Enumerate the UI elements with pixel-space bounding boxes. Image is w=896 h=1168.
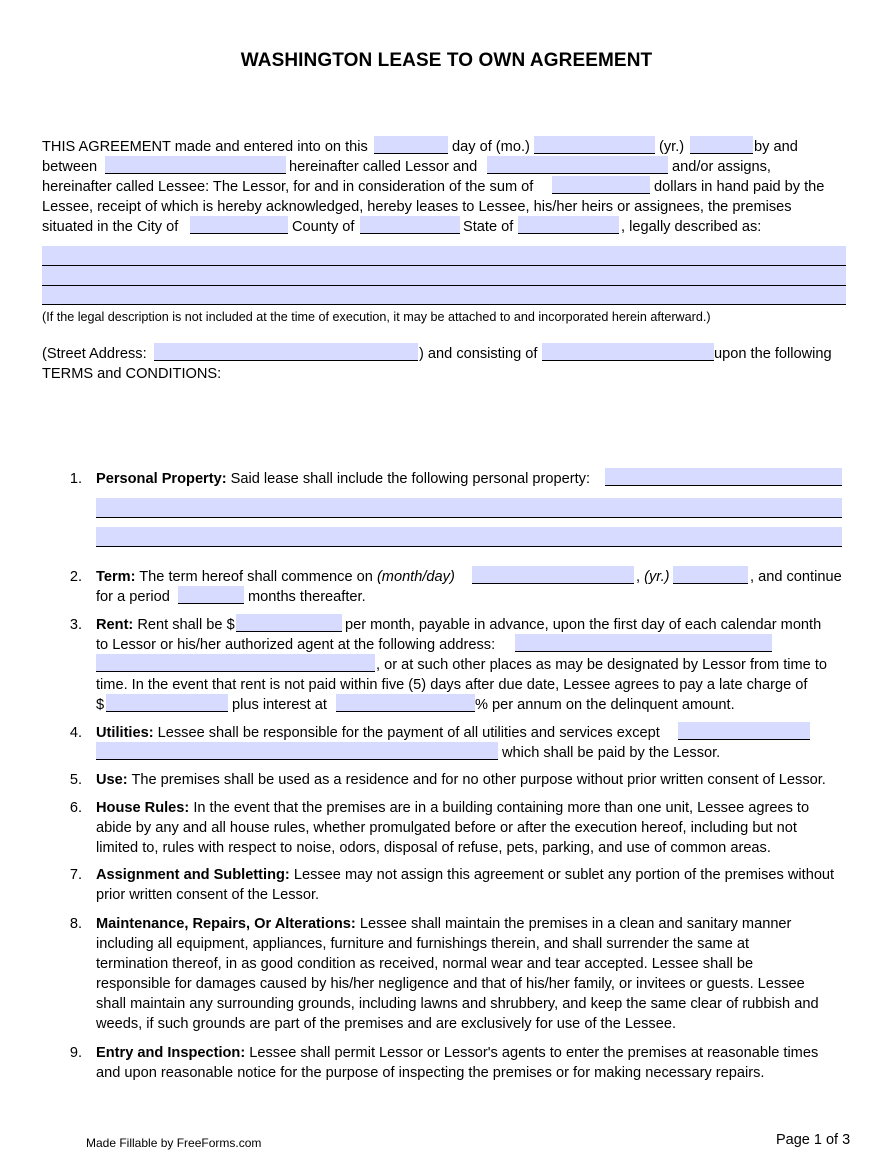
intro-text: (yr.) [659, 139, 685, 155]
intro-text: State of [463, 219, 514, 235]
utilities-except-field-1[interactable] [678, 722, 810, 740]
item-number: 2. [69, 569, 82, 585]
item-text: , [636, 569, 641, 585]
item-utilities [96, 723, 660, 743]
item-text: , or at such other places as may be designated by Lessor from time to [376, 657, 828, 673]
county-field[interactable] [360, 216, 460, 234]
item-number: 4. [69, 725, 82, 741]
late-charge-field[interactable] [106, 694, 228, 712]
item-text: time. In the event that rent is not paid within five (5) days after due date, Lessee agrees to pay a late charge of [96, 677, 808, 693]
item-number: 3. [69, 617, 82, 633]
item-heading: Personal Property: [96, 471, 227, 487]
utilities-except-field-2[interactable] [96, 742, 498, 760]
item-heading: Entry and Inspection: [96, 1045, 246, 1061]
item-text: In the event that the premises are in a building containing more than one unit, Lessee agrees to [193, 800, 810, 816]
consisting-of-field[interactable] [542, 343, 714, 361]
item-number: 6. [69, 800, 82, 816]
rent-address-field-2[interactable] [96, 654, 375, 672]
item-text: prior written consent of the Lessor. [96, 887, 320, 903]
rent-address-field-1[interactable] [515, 634, 772, 652]
state-field[interactable] [518, 216, 619, 234]
item-number: 1. [69, 471, 82, 487]
agreement-month-field[interactable] [534, 136, 655, 154]
item-heading: Rent: [96, 617, 134, 633]
item-heading: Use: [96, 772, 128, 788]
item-text: Rent shall be $ [137, 617, 235, 633]
item-number: 8. [69, 916, 82, 932]
intro-text: day of (mo.) [452, 139, 530, 155]
intro-text: and/or assigns, [672, 159, 771, 175]
item-text: termination thereof, in as good condition as received, normal wear and tear accepted. Lessee shall be [96, 956, 754, 972]
term-start-date-field[interactable] [472, 566, 634, 584]
intro-text: , legally described as: [621, 219, 762, 235]
street-text: upon the following [714, 346, 832, 362]
agreement-year-field[interactable] [690, 136, 753, 154]
terms-heading: TERMS and CONDITIONS: [42, 366, 222, 382]
footer-credit: Made Fillable by FreeForms.com [86, 1136, 262, 1150]
street-text: ) and consisting of [419, 346, 538, 362]
personal-property-field-1[interactable] [605, 468, 842, 486]
rent-amount-field[interactable] [236, 614, 342, 632]
item-text: months thereafter. [248, 589, 366, 605]
item-term [96, 567, 455, 587]
item-number: 7. [69, 867, 82, 883]
item-text: The premises shall be used as a residence and for no other purpose without prior written consent of Lessor. [131, 772, 826, 788]
intro-text: by and [754, 139, 798, 155]
item-text: Said lease shall include the following personal property: [230, 471, 591, 487]
item-heading: House Rules: [96, 800, 190, 816]
item-heading: Utilities: [96, 725, 154, 741]
item-personal-property [96, 469, 590, 489]
lessee-name-field[interactable] [487, 156, 668, 174]
intro-text: between [42, 159, 98, 175]
item-text: to Lessor or his/her authorized agent at the following address: [96, 637, 496, 653]
item-text: The term hereof shall commence on [139, 569, 373, 585]
personal-property-field-3[interactable] [96, 527, 842, 547]
item-text: , and continue [750, 569, 842, 585]
item-text: for a period [96, 589, 170, 605]
item-text: Lessee shall maintain the premises in a clean and sanitary manner [359, 916, 792, 932]
item-text: including all equipment, appliances, furniture and furnishings therein, and shall surrender the same at [96, 936, 750, 952]
intro-text: hereinafter called Lessor and [289, 159, 478, 175]
item-text: responsible for damages caused by his/her negligence and that of his/her family, or invitees or guests. Lessee [96, 976, 805, 992]
legal-description-line-2[interactable] [42, 266, 846, 286]
city-field[interactable] [190, 216, 288, 234]
item-number: 9. [69, 1045, 82, 1061]
item-heading: Assignment and Subletting: [96, 867, 290, 883]
item-text: Lessee may not assign this agreement or sublet any portion of the premises without [293, 867, 835, 883]
intro-text: Lessee, receipt of which is hereby acknowledged, hereby leases to Lessee, his/her heirs or assignees, the premises [42, 199, 792, 215]
item-maintenance [96, 914, 791, 934]
street-address-field[interactable] [154, 343, 418, 361]
item-text: (yr.) [644, 569, 670, 585]
item-text: which shall be paid by the Lessor. [502, 745, 721, 761]
item-text: per month, payable in advance, upon the first day of each calendar month [345, 617, 822, 633]
legal-description-line-3[interactable] [42, 286, 846, 305]
lessor-name-field[interactable] [105, 156, 286, 174]
item-number: 5. [69, 772, 82, 788]
item-text: abide by any and all house rules, whether promulgated before or after the execution hereof, including but not [96, 820, 797, 836]
intro-text: dollars in hand paid by the [654, 179, 825, 195]
personal-property-field-2[interactable] [96, 498, 842, 518]
page-number: Page 1 of 3 [776, 1132, 851, 1148]
consideration-sum-field[interactable] [552, 176, 650, 194]
intro-text: County of [292, 219, 355, 235]
item-text-fragment [636, 567, 670, 587]
item-heading: Term: [96, 569, 136, 585]
item-text: limited to, rules with respect to noise, odors, disposal of refuse, pets, parking, and use of common areas. [96, 840, 771, 856]
agreement-day-field[interactable] [374, 136, 448, 154]
item-text: shall maintain any surrounding grounds, including lawns and shrubbery, and keep the same clear of rubbish and [96, 996, 819, 1012]
item-text: % per annum on the delinquent amount. [475, 697, 735, 713]
term-period-field[interactable] [178, 586, 244, 604]
item-rent [96, 615, 235, 635]
item-text: Lessee shall be responsible for the payment of all utilities and services except [157, 725, 660, 741]
interest-rate-field[interactable] [336, 694, 475, 712]
item-entry [96, 1043, 818, 1063]
item-text: (month/day) [376, 569, 455, 585]
legal-description-line-1[interactable] [42, 246, 846, 266]
item-text: and upon reasonable notice for the purpose of inspecting the premises or for making necessary repairs. [96, 1065, 765, 1081]
item-text: plus interest at [232, 697, 327, 713]
item-text: weeds, if such grounds are part of the premises and are exclusively for use of the Lessee. [96, 1016, 677, 1032]
item-text: Lessee shall permit Lessor or Lessor's agents to enter the premises at reasonable times [249, 1045, 819, 1061]
item-text: $ [96, 697, 105, 713]
legal-description-note: (If the legal description is not included at the time of execution, it may be attached to and incorporated herein afterward.) [42, 310, 711, 324]
item-heading: Maintenance, Repairs, Or Alterations: [96, 916, 356, 932]
item-house-rules [96, 798, 809, 818]
item-assignment [96, 865, 834, 885]
intro-text: hereinafter called Lessee: The Lessor, for and in consideration of the sum of [42, 179, 534, 195]
intro-text: THIS AGREEMENT made and entered into on this [42, 139, 368, 155]
intro-text: situated in the City of [42, 219, 179, 235]
document-title: WASHINGTON LEASE TO OWN AGREEMENT [240, 50, 653, 71]
street-text: (Street Address: [42, 346, 147, 362]
term-start-year-field[interactable] [673, 566, 748, 584]
item-use [96, 770, 826, 790]
